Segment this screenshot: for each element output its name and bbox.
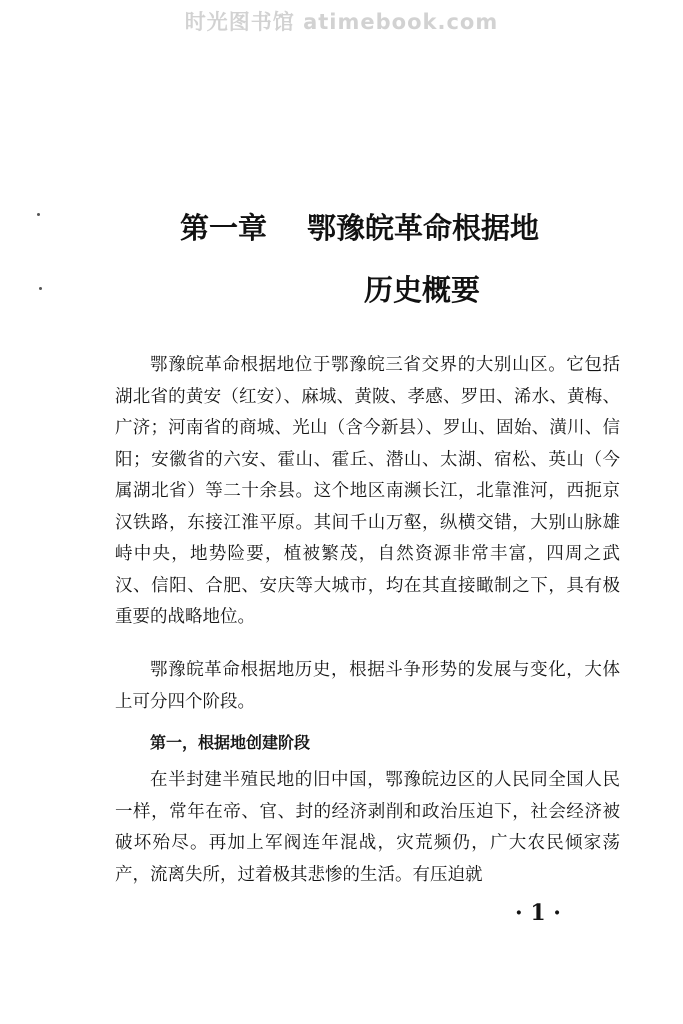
paragraph-intro: 鄂豫皖革命根据地位于鄂豫皖三省交界的大别山区。它包括湖北省的黄安（红安）、麻城、黄陂、孝感、罗田、浠水、黄梅、广济；河南省的商城、光山（含今新县）、罗山、固始、潢川、信阳；安徽省的六安、霍山、霍丘、潜山、太湖、宿松、英山（今属湖北省）等二十余县。这个地区南濒长江，北靠淮河，西扼京汉铁路，东接江淮平原。其间千山万壑，纵横交错，大别山脉雄峙中央，地势险要，植被繁茂，自然资源非常丰富，四周之武汉、信阳、合肥、安庆等大城市，均在其直接瞰制之下，具有极重要的战略地位。 — [115, 355, 620, 627]
chapter-number: 第一章 — [180, 211, 268, 245]
watermark: 时光图书馆 atimebook.com — [184, 10, 499, 34]
section-heading: 第一，根据地创建阶段 — [150, 733, 311, 752]
scan-speck — [37, 213, 40, 216]
chapter-title-line2: 历史概要 — [364, 273, 481, 307]
paragraph-section-one: 在半封建半殖民地的旧中国，鄂豫皖边区的人民同全国人民一样，常年在帝、官、封的经济剥削和政治压迫下，社会经济被破坏殆尽。再加上军阀连年混战，灾荒频仍，广大农民倾家荡产，流离失所，过着极其悲惨的生活。有压迫就 — [115, 770, 620, 885]
paragraph-stages: 鄂豫皖革命根据地历史，根据斗争形势的发展与变化，大体上可分四个阶段。 — [115, 660, 620, 712]
chapter-title-line1: 鄂豫皖革命根据地 — [307, 211, 540, 245]
scan-speck — [39, 287, 42, 290]
page-number: · 1 · — [515, 900, 561, 926]
chapter-title — [180, 206, 539, 247]
